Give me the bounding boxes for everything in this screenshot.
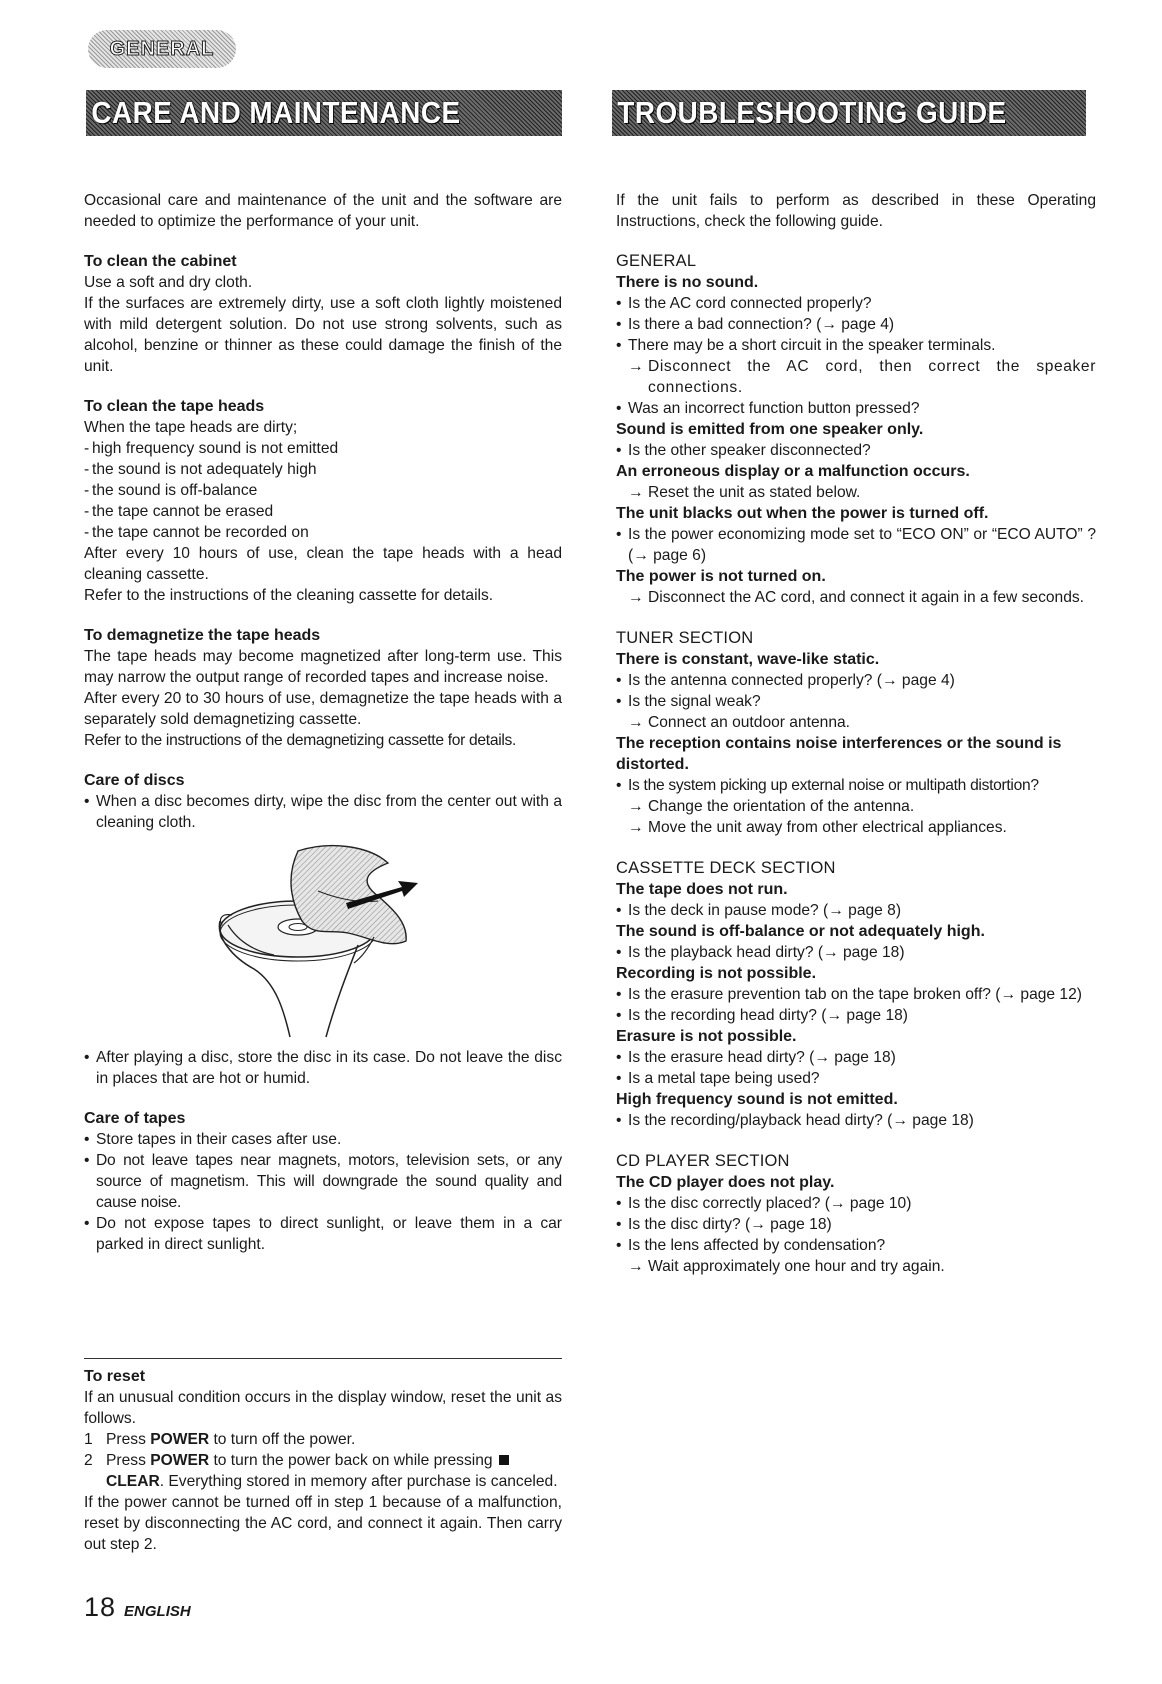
list-item: • Is the recording/playback head dirty? (→ page 18): [616, 1110, 1096, 1131]
cassette-section-label: CASSETTE DECK SECTION: [616, 859, 836, 877]
list-item: • Was an incorrect function button pressed?: [616, 398, 1096, 419]
section-tab-general: [88, 30, 236, 68]
discs-list-1: [84, 791, 562, 833]
static-remedy: [616, 712, 1096, 733]
clear-key: CLEAR: [106, 1473, 160, 1490]
care-column: [84, 190, 562, 1255]
no-sound-question: There is no sound.: [616, 274, 759, 291]
list-item: • Store tapes in their cases after use.: [84, 1129, 562, 1150]
list-item: • Do not expose tapes to direct sunlight, or leave them in a car parked in direct sunlight.: [84, 1213, 562, 1255]
page-footer: [84, 1592, 191, 1623]
list-item: • Is a metal tape being used?: [616, 1068, 1096, 1089]
tapes-heading: Care of tapes: [84, 1110, 186, 1127]
list-item: - the tape cannot be recorded on: [84, 522, 562, 543]
care-maintenance-title: CARE AND MAINTENANCE: [91, 95, 461, 130]
not-run-checks: [616, 900, 1096, 921]
page-number: 18: [84, 1592, 117, 1622]
erasure-question: Erasure is not possible.: [616, 1028, 797, 1045]
erroneous-remedy: [616, 482, 1096, 503]
list-item: • Is the lens affected by condensation?: [616, 1235, 1096, 1256]
one-speaker-checks: [616, 440, 1096, 461]
list-item: • Is the disc dirty? (→ page 18): [616, 1214, 1096, 1235]
troubleshooting-title: TROUBLESHOOTING GUIDE: [617, 95, 1007, 130]
no-sound-checks-2: [616, 398, 1096, 419]
step-number: 2: [84, 1452, 93, 1469]
list-item: • Is the antenna connected properly? (→ page 4): [616, 670, 1096, 691]
list-item: → Disconnect the AC cord, and connect it again in a few seconds.: [616, 587, 1096, 608]
list-item: • Is the recording head dirty? (→ page 18): [616, 1005, 1096, 1026]
reset-step-2: 2 Press POWER to turn the power back on while pressing CLEAR. Everything stored in memory after purchase is canceled.: [84, 1452, 558, 1490]
list-item: • Is the disc correctly placed? (→ page 10): [616, 1193, 1096, 1214]
list-item: • Is the erasure head dirty? (→ page 18): [616, 1047, 1096, 1068]
list-item: → Disconnect the AC cord, then correct the speaker connections.: [616, 356, 1096, 398]
list-item: • Is the playback head dirty? (→ page 18): [616, 942, 1096, 963]
list-item: • Is the erasure prevention tab on the tape broken off? (→ page 12): [616, 984, 1096, 1005]
list-item: • Is the signal weak?: [616, 691, 1096, 712]
high-freq-checks: [616, 1110, 1096, 1131]
disc-wiping-illustration: [218, 841, 430, 1041]
list-item: • Is the AC cord connected properly?: [616, 293, 1096, 314]
reset-outro: If the power cannot be turned off in step 1 because of a malfunction, reset by disconnecting the AC cord, and connect it again. Then carry out step 2.: [84, 1494, 562, 1553]
list-item: → Wait approximately one hour and try again.: [616, 1256, 1096, 1277]
step-number: 1: [84, 1431, 93, 1448]
cd-remedy: [616, 1256, 1096, 1277]
care-intro: Occasional care and maintenance of the unit and the software are needed to optimize the performance of your unit.: [84, 192, 562, 230]
list-item: • After playing a disc, store the disc in its case. Do not leave the disc in places that are hot or humid.: [84, 1047, 562, 1089]
tape-heads-text-3: Refer to the instructions of the cleaning cassette for details.: [84, 587, 494, 604]
cd-section-label: CD PLAYER SECTION: [616, 1152, 790, 1170]
list-item: → Change the orientation of the antenna.: [616, 796, 1096, 817]
trouble-intro: If the unit fails to perform as described in these Operating Instructions, check the following guide.: [616, 192, 1096, 230]
tape-heads-text-2: After every 10 hours of use, clean the tape heads with a head cleaning cassette.: [84, 545, 562, 583]
list-item: - high frequency sound is not emitted: [84, 438, 562, 459]
reset-divider: [84, 1358, 562, 1359]
tapes-list: [84, 1129, 562, 1255]
demagnetize-text-3: Refer to the instructions of the demagnetizing cassette for details.: [84, 732, 517, 749]
list-item: - the sound is off-balance: [84, 480, 562, 501]
list-item: → Move the unit away from other electrical appliances.: [616, 817, 1096, 838]
high-freq-question: High frequency sound is not emitted.: [616, 1091, 898, 1108]
care-maintenance-banner: [86, 90, 562, 136]
cabinet-heading: To clean the cabinet: [84, 253, 237, 270]
tape-heads-heading: To clean the tape heads: [84, 398, 265, 415]
troubleshooting-banner: [612, 90, 1086, 136]
list-item: • Is the power economizing mode set to “ECO ON” or “ECO AUTO” ? (→ page 6): [616, 524, 1096, 566]
off-balance-checks: [616, 942, 1096, 963]
static-question: There is constant, wave-like static.: [616, 651, 880, 668]
stop-square-icon: [499, 1455, 509, 1465]
list-item: • Is there a bad connection? (→ page 4): [616, 314, 1096, 335]
demagnetize-text-1: The tape heads may become magnetized after long-term use. This may narrow the output range of recorded tapes and increase noise.: [84, 648, 562, 686]
off-balance-question: The sound is off-balance or not adequately high.: [616, 923, 985, 940]
section-tab-label: GENERAL: [109, 37, 215, 60]
tape-heads-text-1: When the tape heads are dirty;: [84, 419, 298, 436]
demagnetize-heading: To demagnetize the tape heads: [84, 627, 321, 644]
power-key: POWER: [150, 1452, 210, 1469]
recording-checks: [616, 984, 1096, 1026]
reset-heading: To reset: [84, 1368, 146, 1385]
cabinet-text-2: If the surfaces are extremely dirty, use a soft cloth lightly moistened with mild detergent solution. Do not use strong solvents, such as alcohol, benzine or thinner as these could damage the finish of the unit.: [84, 295, 562, 375]
power-key: POWER: [150, 1431, 210, 1448]
no-sound-checks: [616, 293, 1096, 356]
list-item: - the sound is not adequately high: [84, 459, 562, 480]
list-item: • There may be a short circuit in the speaker terminals.: [616, 335, 1096, 356]
cd-checks: [616, 1193, 1096, 1256]
list-item: • Do not leave tapes near magnets, motors, television sets, or any source of magnetism. This will downgrade the sound quality and cause noise.: [84, 1150, 562, 1213]
reset-steps: [84, 1429, 562, 1492]
noise-checks: [616, 775, 1096, 796]
list-item: • Is the deck in pause mode? (→ page 8): [616, 900, 1096, 921]
noise-remedy: [616, 796, 1096, 838]
discs-heading: Care of discs: [84, 772, 185, 789]
not-on-remedy: [616, 587, 1096, 608]
reset-intro: If an unusual condition occurs in the display window, reset the unit as follows.: [84, 1389, 562, 1427]
one-speaker-question: Sound is emitted from one speaker only.: [616, 421, 924, 438]
general-section-label: GENERAL: [616, 252, 697, 270]
recording-question: Recording is not possible.: [616, 965, 817, 982]
erasure-checks: [616, 1047, 1096, 1089]
blacks-out-question: The unit blacks out when the power is turned off.: [616, 505, 989, 522]
reset-step-1: 1 Press POWER to turn off the power.: [84, 1431, 356, 1448]
blacks-out-checks: [616, 524, 1096, 566]
not-run-question: The tape does not run.: [616, 881, 788, 898]
list-item: • When a disc becomes dirty, wipe the disc from the center out with a cleaning cloth.: [84, 791, 562, 833]
cd-not-play-question: The CD player does not play.: [616, 1174, 835, 1191]
not-on-question: The power is not turned on.: [616, 568, 826, 585]
erroneous-question: An erroneous display or a malfunction occurs.: [616, 463, 970, 480]
tape-heads-symptom-list: [84, 438, 562, 543]
list-item: - the tape cannot be erased: [84, 501, 562, 522]
list-item: • Is the system picking up external noise or multipath distortion?: [616, 775, 1096, 796]
tuner-section-label: TUNER SECTION: [616, 629, 754, 647]
noise-question: The reception contains noise interferences or the sound is distorted.: [616, 735, 1062, 773]
demagnetize-text-2: After every 20 to 30 hours of use, demagnetize the tape heads with a separately sold demagnetizing cassette.: [84, 690, 562, 728]
list-item: → Connect an outdoor antenna.: [616, 712, 1096, 733]
list-item: • Is the other speaker disconnected?: [616, 440, 1096, 461]
static-checks: [616, 670, 1096, 712]
reset-block: [84, 1366, 562, 1555]
cabinet-text-1: Use a soft and dry cloth.: [84, 274, 253, 291]
page-language: ENGLISH: [124, 1603, 191, 1620]
list-item: → Reset the unit as stated below.: [616, 482, 1096, 503]
no-sound-remedy: [616, 356, 1096, 398]
discs-list-2: [84, 1047, 562, 1089]
troubleshooting-column: [616, 190, 1096, 1277]
